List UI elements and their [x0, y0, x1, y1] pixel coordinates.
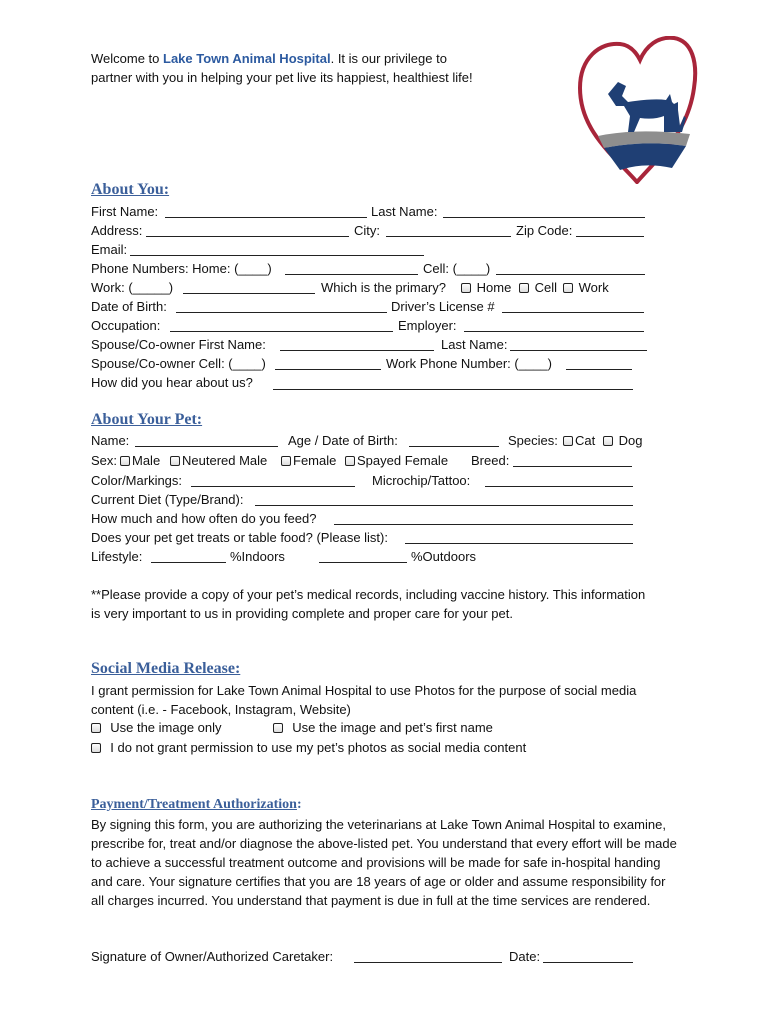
date-label: Date:	[509, 949, 541, 964]
primary-home-option[interactable]	[461, 280, 511, 296]
cell-field[interactable]	[496, 274, 645, 275]
checkbox-icon[interactable]	[563, 283, 573, 293]
feed-label: How much and how often do you feed?	[91, 511, 317, 526]
spouse-first-field[interactable]	[280, 350, 434, 351]
pet-name-label: Name:	[91, 433, 130, 448]
payment-text: By signing this form, you are authorizing the veterinarians at Lake Town Animal Hospital to examine, prescribe for, treat and/or diagnose the above-listed pet. You understand that every effort will be made to achieve a successful treatment outcome and provisions will be made for safe in-hospital handing and care. Your signature certifies that you are 18 years of age or older and assume responsibility for all charges incurred. You understand that payment is due in full at the time services are rendered.	[91, 817, 677, 908]
social-heading: Social Media Release:	[91, 660, 241, 677]
pet-age-field[interactable]	[409, 446, 499, 447]
diet-label: Current Diet (Type/Brand):	[91, 492, 244, 507]
social-option-image-only-label: Use the image only	[110, 720, 222, 735]
social-option-deny[interactable]	[91, 740, 526, 756]
address-field[interactable]	[146, 236, 349, 237]
date-field[interactable]	[543, 962, 633, 963]
primary-cell-label: Cell	[534, 280, 558, 295]
zip-label: Zip Code:	[516, 223, 573, 238]
checkbox-icon[interactable]	[170, 456, 180, 466]
intro-post: . It is our privilege to partner with you in helping your pet live its happiest, healthiest life!	[91, 51, 473, 85]
city-label: City:	[354, 223, 380, 238]
dob-label: Date of Birth:	[91, 299, 167, 314]
checkbox-icon[interactable]	[603, 436, 613, 446]
checkbox-icon[interactable]	[91, 723, 101, 733]
primary-home-label: Home	[476, 280, 512, 295]
about-you-heading: About You:	[91, 181, 170, 198]
email-label: Email:	[91, 242, 128, 257]
microchip-field[interactable]	[485, 486, 633, 487]
zip-field[interactable]	[576, 236, 644, 237]
employer-field[interactable]	[464, 331, 644, 332]
spouse-last-field[interactable]	[510, 350, 647, 351]
lifestyle-label: Lifestyle:	[91, 549, 143, 564]
city-field[interactable]	[386, 236, 511, 237]
heard-label: How did you hear about us?	[91, 375, 253, 390]
indoors-label: %Indoors	[230, 549, 285, 564]
first-name-label: First Name:	[91, 204, 159, 219]
intro-text	[91, 49, 491, 87]
sex-male-label: Male	[132, 453, 161, 468]
spouse-first-label: Spouse/Co-owner First Name:	[91, 337, 266, 352]
sex-spayed-option[interactable]	[345, 453, 448, 469]
treats-field[interactable]	[405, 543, 633, 544]
primary-cell-option[interactable]	[519, 280, 557, 296]
social-option-deny-label: I do not grant permission to use my pet’s photos as social media content	[110, 740, 527, 755]
outdoors-field[interactable]	[319, 562, 407, 563]
work-label: Work: (_____)	[91, 280, 174, 295]
breed-label: Breed:	[471, 453, 510, 468]
primary-label: Which is the primary?	[321, 280, 446, 295]
last-name-label: Last Name:	[371, 204, 438, 219]
sex-label: Sex:	[91, 453, 118, 468]
social-text: I grant permission for Lake Town Animal Hospital to use Photos for the purpose of social media content (i.e. - Facebook, Instagram, Website)	[91, 683, 637, 717]
intro-pre: Welcome to	[91, 51, 164, 66]
primary-work-option[interactable]	[563, 280, 609, 296]
hospital-name: Lake Town Animal Hospital	[163, 51, 331, 66]
payment-heading-text: Payment/Treatment Authorization	[91, 797, 297, 812]
checkbox-icon[interactable]	[91, 743, 101, 753]
treats-label: Does your pet get treats or table food? (Please list):	[91, 530, 388, 545]
color-field[interactable]	[191, 486, 355, 487]
phone-home-field[interactable]	[285, 274, 418, 275]
last-name-field[interactable]	[443, 217, 645, 218]
license-field[interactable]	[502, 312, 644, 313]
species-cat-label: Cat	[575, 433, 596, 448]
sex-male-option[interactable]	[120, 453, 160, 469]
sex-female-option[interactable]	[281, 453, 336, 469]
breed-field[interactable]	[513, 466, 632, 467]
primary-work-label: Work	[578, 280, 609, 295]
phone-home-label: Phone Numbers: Home: (____)	[91, 261, 272, 276]
work-phone-label: Work Phone Number: (____)	[386, 356, 552, 371]
color-label: Color/Markings:	[91, 473, 183, 488]
checkbox-icon[interactable]	[120, 456, 130, 466]
email-field[interactable]	[130, 255, 424, 256]
hospital-logo-icon	[574, 36, 700, 184]
checkbox-icon[interactable]	[519, 283, 529, 293]
spouse-cell-field[interactable]	[275, 369, 381, 370]
species-dog-option[interactable]	[603, 433, 642, 449]
payment-heading-colon: :	[296, 797, 302, 812]
social-option-image-only[interactable]	[91, 720, 222, 736]
work-phone-field[interactable]	[566, 369, 632, 370]
occupation-field[interactable]	[170, 331, 393, 332]
occupation-label: Occupation:	[91, 318, 161, 333]
spouse-cell-label: Spouse/Co-owner Cell: (____)	[91, 356, 266, 371]
sex-neutered-label: Neutered Male	[182, 453, 268, 468]
employer-label: Employer:	[398, 318, 457, 333]
checkbox-icon[interactable]	[345, 456, 355, 466]
social-option-image-name-label: Use the image and pet’s first name	[292, 720, 493, 735]
address-label: Address:	[91, 223, 143, 238]
sex-spayed-label: Spayed Female	[357, 453, 449, 468]
heard-field[interactable]	[273, 389, 633, 390]
cell-label: Cell: (____)	[423, 261, 491, 276]
species-label: Species:	[508, 433, 558, 448]
signature-field[interactable]	[354, 962, 502, 963]
signature-label: Signature of Owner/Authorized Caretaker:	[91, 949, 334, 964]
pet-name-field[interactable]	[135, 446, 278, 447]
checkbox-icon[interactable]	[281, 456, 291, 466]
license-label: Driver’s License #	[391, 299, 495, 314]
microchip-label: Microchip/Tattoo:	[372, 473, 471, 488]
checkbox-icon[interactable]	[273, 723, 283, 733]
payment-heading	[91, 797, 302, 813]
work-field[interactable]	[183, 293, 315, 294]
diet-field[interactable]	[255, 505, 633, 506]
feed-field[interactable]	[334, 524, 633, 525]
dob-field[interactable]	[176, 312, 387, 313]
checkbox-icon[interactable]	[563, 436, 573, 446]
checkbox-icon[interactable]	[461, 283, 471, 293]
about-pet-heading: About Your Pet:	[91, 411, 203, 428]
species-cat-option[interactable]	[563, 433, 595, 449]
sex-neutered-option[interactable]	[170, 453, 267, 469]
species-dog-label: Dog	[618, 433, 643, 448]
outdoors-label: %Outdoors	[411, 549, 477, 564]
indoors-field[interactable]	[151, 562, 226, 563]
social-option-image-name[interactable]	[273, 720, 493, 736]
first-name-field[interactable]	[165, 217, 367, 218]
sex-female-label: Female	[293, 453, 337, 468]
records-note: **Please provide a copy of your pet’s medical records, including vaccine history. This information is very important to us in providing complete and proper care for your pet.	[91, 587, 646, 621]
spouse-last-label: Last Name:	[441, 337, 508, 352]
pet-age-label: Age / Date of Birth:	[288, 433, 398, 448]
